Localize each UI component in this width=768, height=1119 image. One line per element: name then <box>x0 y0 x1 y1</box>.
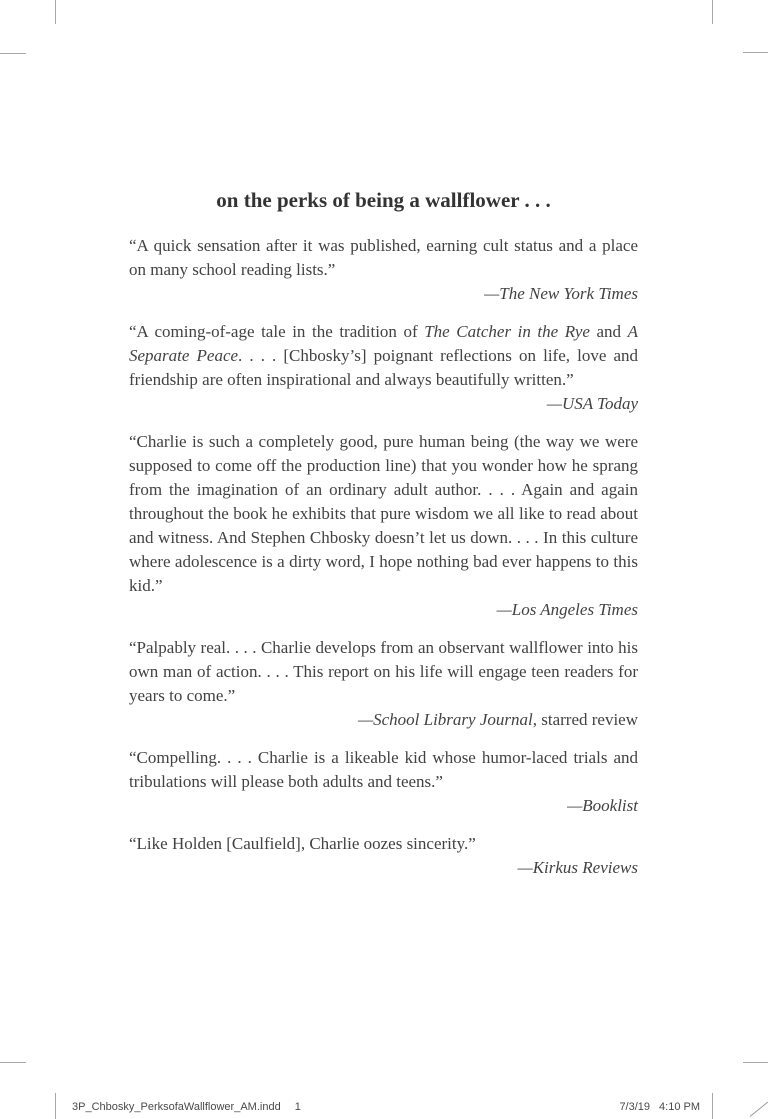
quote-text <box>129 832 638 856</box>
book-title-a-separate-peace: A Separate Peace <box>129 322 638 365</box>
crop-mark-top-left-vertical <box>55 0 56 24</box>
quote-attribution <box>129 856 638 880</box>
page-title: on the perks of being a wallflower . . . <box>216 188 551 212</box>
attribution-source: —School Library Journal <box>358 710 533 729</box>
quote-segment: and <box>589 322 628 341</box>
attribution-source: —Los Angeles Times <box>496 600 638 619</box>
quote-attribution <box>129 282 638 306</box>
slug-page-number: 1 <box>294 1101 301 1113</box>
review-quote-la-times <box>129 430 638 622</box>
attribution-suffix: , starred review <box>532 710 638 729</box>
review-quote-booklist <box>129 746 638 818</box>
quote-segment: “A coming-of-age tale in the tradition of <box>129 322 425 341</box>
slug-rule-left <box>55 1093 56 1119</box>
crop-mark-top-right-vertical <box>712 0 713 24</box>
praise-page <box>129 188 638 894</box>
slug-time: 4:10 PM <box>659 1101 700 1113</box>
quote-text <box>129 636 638 708</box>
quote-attribution <box>129 794 638 818</box>
review-quote-slj <box>129 636 638 732</box>
slug-filename: 3P_Chbosky_PerksofaWallflower_AM.indd <box>72 1101 281 1113</box>
quote-text <box>129 234 638 282</box>
quote-segment: “Like Holden [Caulfield], Charlie oozes sincerity.” <box>129 834 476 853</box>
attribution-source: —Booklist <box>567 796 638 815</box>
quote-attribution <box>129 392 638 416</box>
attribution-source: —The New York Times <box>484 284 638 303</box>
slug-left <box>72 1101 301 1113</box>
attribution-source: —USA Today <box>546 394 638 413</box>
quote-segment: “Palpably real. . . . Charlie develops from an observant wallflower into his own man of action. . . . This report on his life will engage teen readers for years to come.” <box>129 638 638 705</box>
slug-line <box>0 1090 768 1119</box>
quote-segment: “Charlie is such a completely good, pure human being (the way we were supposed to come off the production line) that you wonder how he sprang from the imagination of an ordinary adult author. . . . Again and again throughout the book he exhibits that pure wisdom we all like to read about and witness. And Stephen Chbosky doesn’t let us down. . . . In this culture where adolescence is a dirty word, I hope nothing bad ever happens to this kid.” <box>129 432 638 595</box>
quote-segment: “A quick sensation after it was published, earning cult status and a place on many school reading lists.” <box>129 236 638 279</box>
crop-mark-top-right-horizontal <box>743 52 768 53</box>
slug-date: 7/3/19 <box>619 1101 651 1113</box>
review-quote-nyt <box>129 234 638 306</box>
crop-mark-top-left-horizontal <box>0 53 26 54</box>
crop-mark-bottom-left-horizontal <box>0 1062 26 1063</box>
review-quote-usa-today <box>129 320 638 416</box>
book-title-catcher-in-the-rye: The Catcher in the Rye <box>424 322 590 341</box>
quote-segment: . . . . [Chbosky’s] poignant reflections on life, love and friendship are often inspirational and always beautifully written.” <box>129 346 638 389</box>
quote-text <box>129 320 638 392</box>
quote-text <box>129 746 638 794</box>
attribution-source: —Kirkus Reviews <box>517 858 638 877</box>
slug-right <box>619 1101 700 1113</box>
slug-rule-right <box>712 1093 713 1119</box>
quote-segment: “Compelling. . . . Charlie is a likeable kid whose humor-laced trials and tribulations will please both adults and teens.” <box>129 748 638 791</box>
quote-attribution <box>129 708 638 732</box>
quote-text <box>129 430 638 598</box>
quote-attribution <box>129 598 638 622</box>
crop-mark-bottom-right-horizontal <box>743 1062 768 1063</box>
review-quote-kirkus <box>129 832 638 880</box>
